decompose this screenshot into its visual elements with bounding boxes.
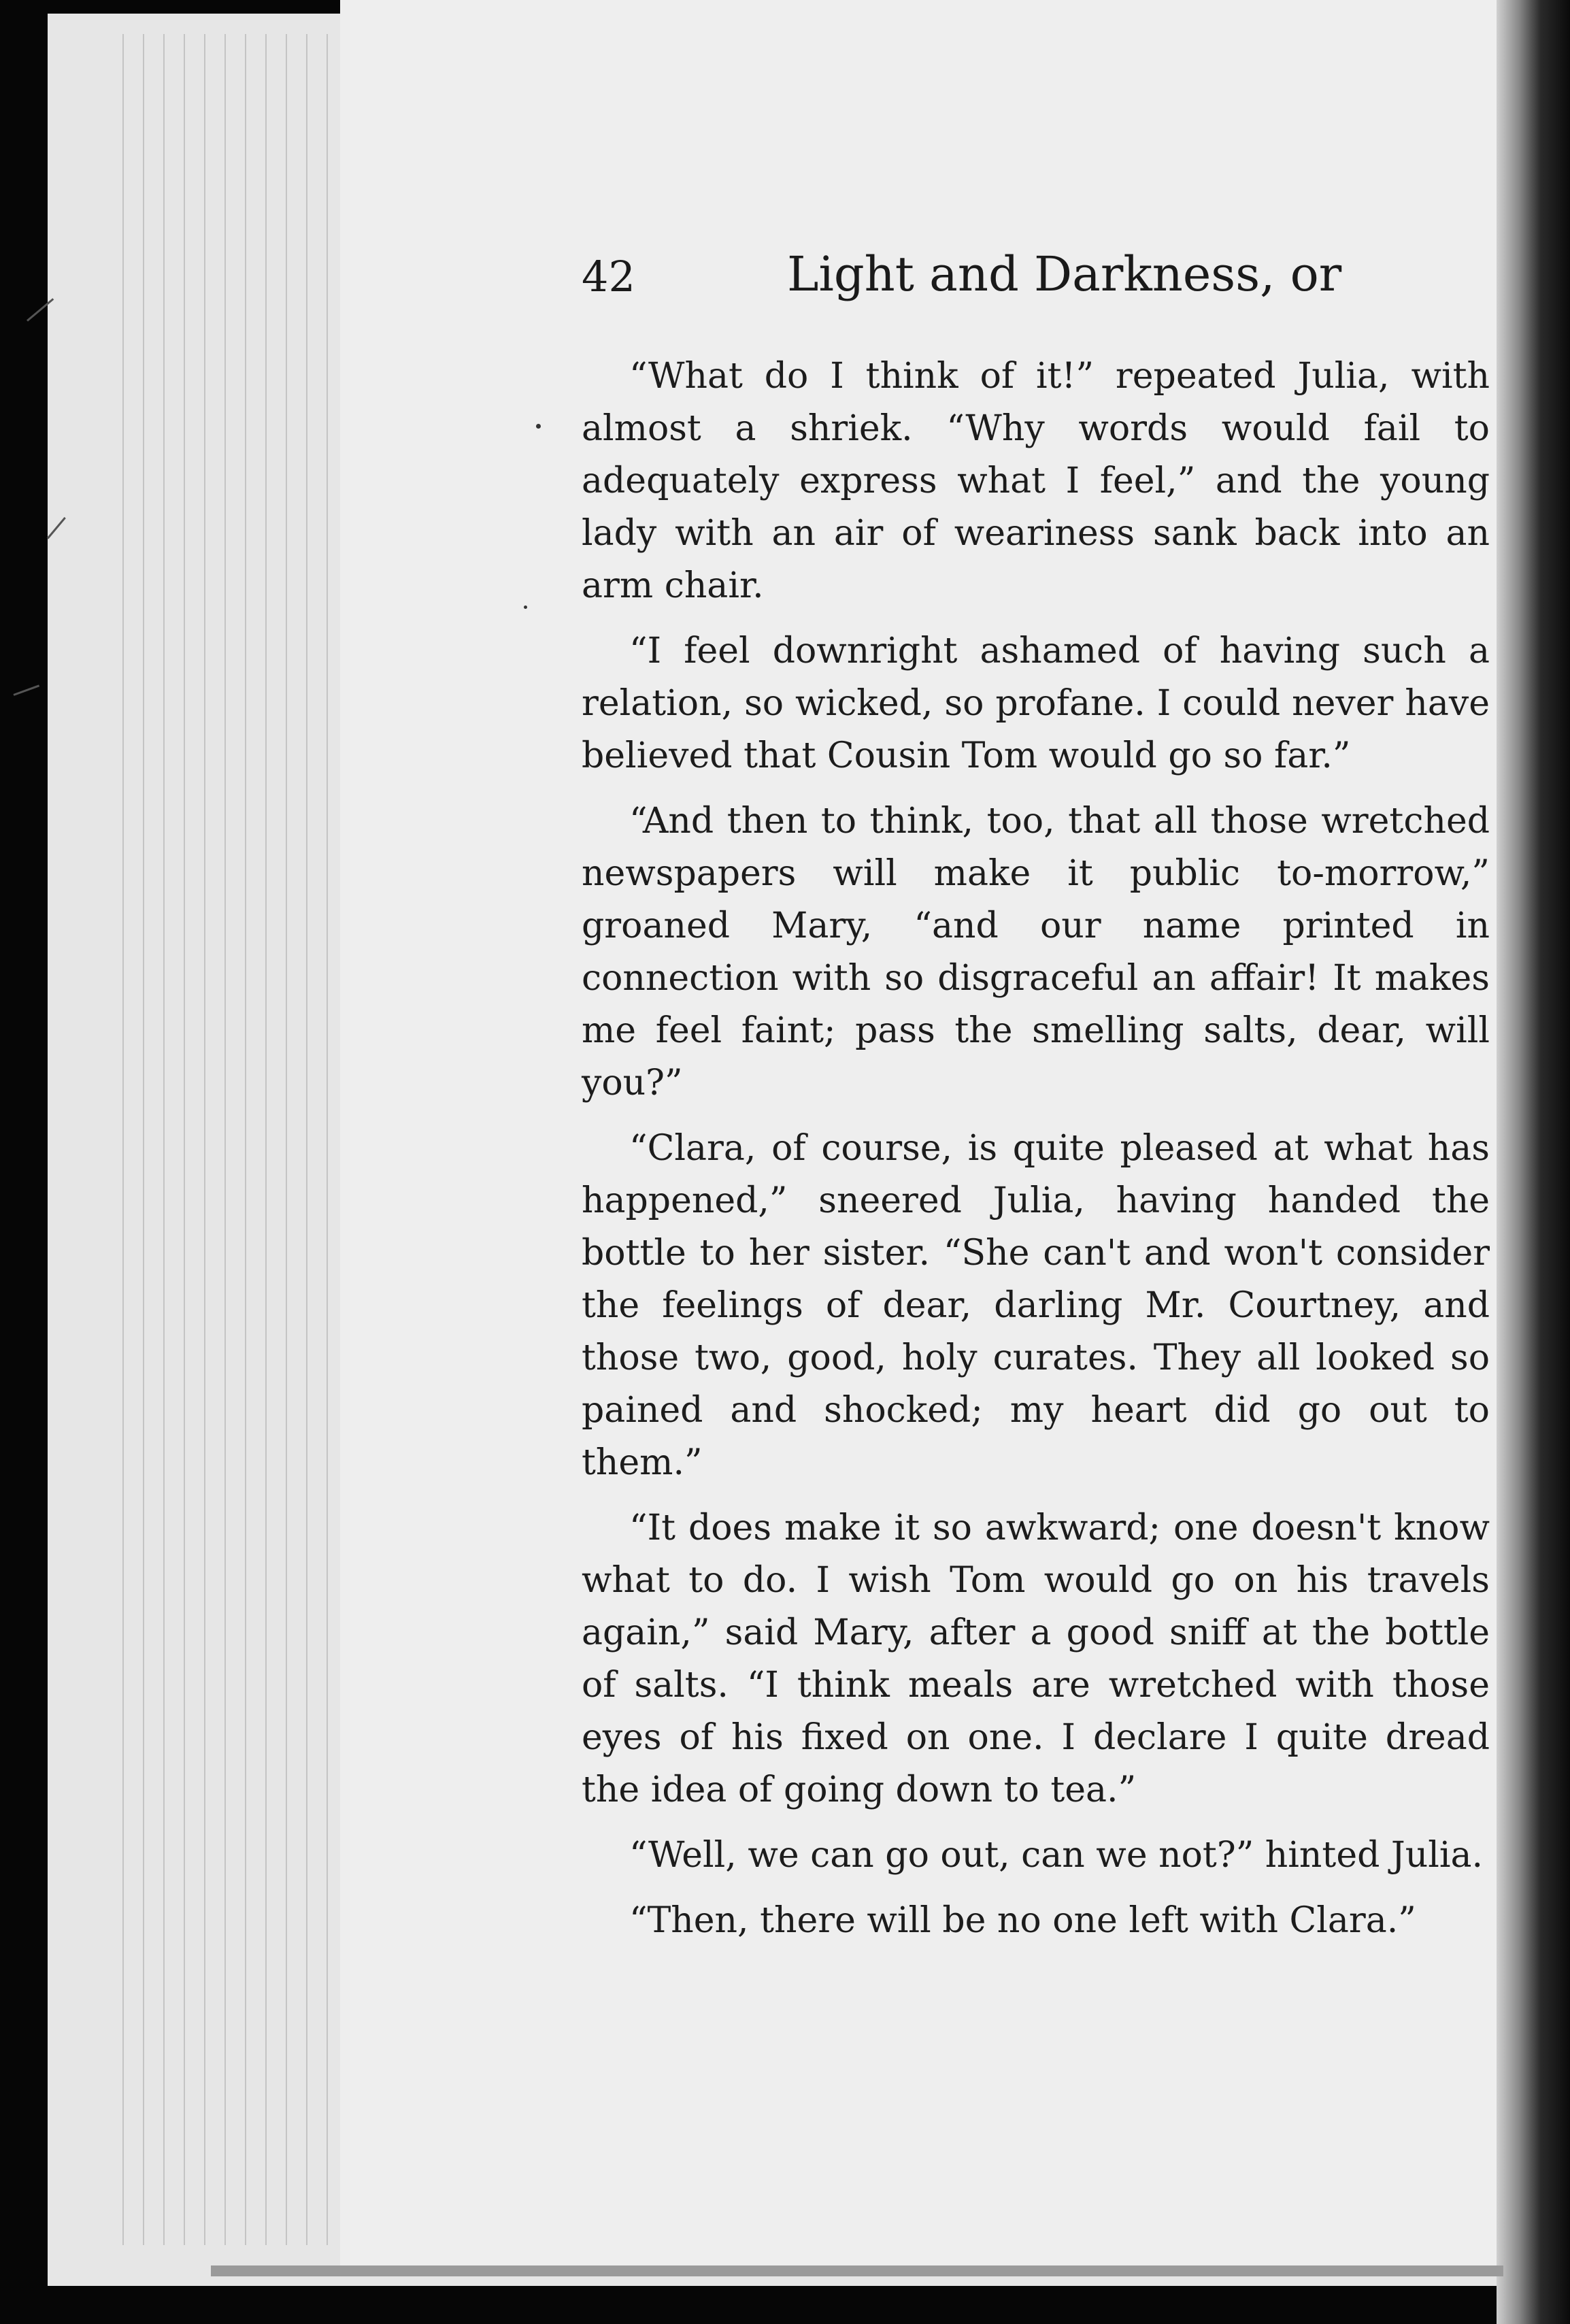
page-edge-line [122,34,124,2245]
paragraph: “Then, there will be no one left with Clara.” [629,1900,1416,1941]
running-head [582,238,1493,320]
page-number: 42 [582,252,635,301]
page-edge-line [327,34,328,2245]
paragraph: “Well, we can go out, can we not?” hinted Julia. [629,1835,1484,1876]
margin-scratch [13,684,39,695]
paragraph: “I feel downright ashamed of having such a relation, so wicked, so profane. I could never have believed that Cousin Tom would go so far.” [582,631,1490,776]
page-edge-line [224,34,226,2245]
page-edge-line [163,34,165,2245]
ink-speck [524,605,527,609]
page-edge-line [265,34,267,2245]
paragraph: “And then to think, too, that all those wretched newspapers will make it public to-morrow,” groaned Mary, “and our name printed in connection with so disgraceful an affair! It makes me feel faint; pass the smelling salts, dear, will you?” [582,801,1490,1103]
paragraph: “What do I think of it!” repeated Julia, with almost a shriek. “Why words would fail to adequately express what I feel,” and the young lady with an air of weariness sank back into an arm chair. [582,356,1490,606]
page-edge-line [143,34,144,2245]
paragraph: “Clara, of course, is quite pleased at what has happened,” sneered Julia, having handed the bottle to her sister. “She can't and won't consider the feelings of dear, darling Mr. Courtney, and those two, good, holy curates. They all looked so pained and shocked; my heart did go out to them.” [582,1128,1490,1483]
body-text [582,350,1490,1960]
page-edge-line [184,34,185,2245]
page-edge-line [245,34,246,2245]
page-edge-line [306,34,307,2245]
paragraph: “It does make it so awkward; one doesn't know what to do. I wish Tom would go on his travels again,” said Mary, after a good sniff at the bottle of salts. “I think meals are wretched with those eyes of his fixed on one. I declare I quite dread the idea of going down to tea.” [582,1508,1490,1810]
page-bottom-edge [211,2265,1503,2276]
running-title: Light and Darkness, or [787,246,1342,302]
page-edge-line [204,34,205,2245]
ink-speck [536,424,541,429]
binding-gutter [1497,0,1570,2324]
page-edge-line [286,34,287,2245]
